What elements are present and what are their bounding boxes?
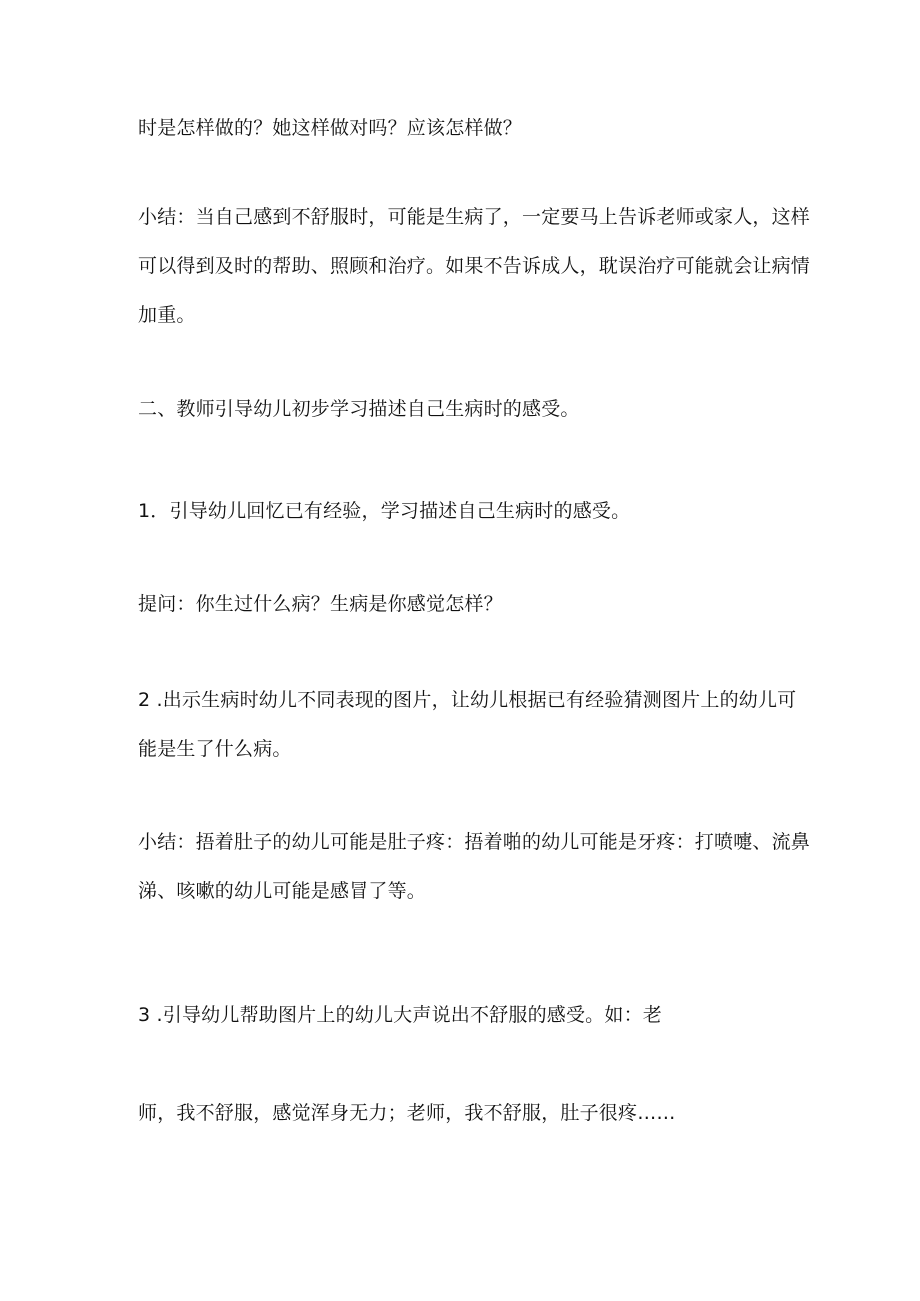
step-item-continuation: 能是生了什么病。 (138, 738, 292, 760)
summary-line: 涕、咳嗽的幼儿可能是感冒了等。 (138, 880, 427, 902)
step-item: 1．引导幼儿回忆已有经验，学习描述自己生病时的感受。 (138, 500, 631, 522)
question-line: 提问：你生过什么病？生病是你感觉怎样？ (138, 593, 503, 615)
summary-line: 小结：当自己感到不舒服时，可能是生病了，一定要马上告诉老师或家人，这样 (138, 206, 811, 228)
paragraph-line: 时是怎样做的？她这样做对吗？应该怎样做？ (138, 117, 523, 139)
step-item: 2 .出示生病时幼儿不同表现的图片，让幼儿根据已有经验猜测图片上的幼儿可 (138, 689, 797, 711)
summary-line: 小结：捂着肚子的幼儿可能是肚子疼：捂着啪的幼儿可能是牙疼：打喷嚏、流鼻 (138, 831, 811, 853)
section-heading: 二、教师引导幼儿初步学习描述自己生病时的感受。 (138, 398, 580, 420)
step-item-continuation: 师，我不舒服，感觉浑身无力；老师，我不舒服，肚子很疼…… (138, 1102, 676, 1124)
summary-line: 加重。 (138, 304, 196, 326)
step-item: 3 .引导幼儿帮助图片上的幼儿大声说出不舒服的感受。如：老 (138, 1004, 662, 1026)
summary-line: 可以得到及时的帮助、照顾和治疗。如果不告诉成人，耽误治疗可能就会让病情 (138, 255, 811, 277)
